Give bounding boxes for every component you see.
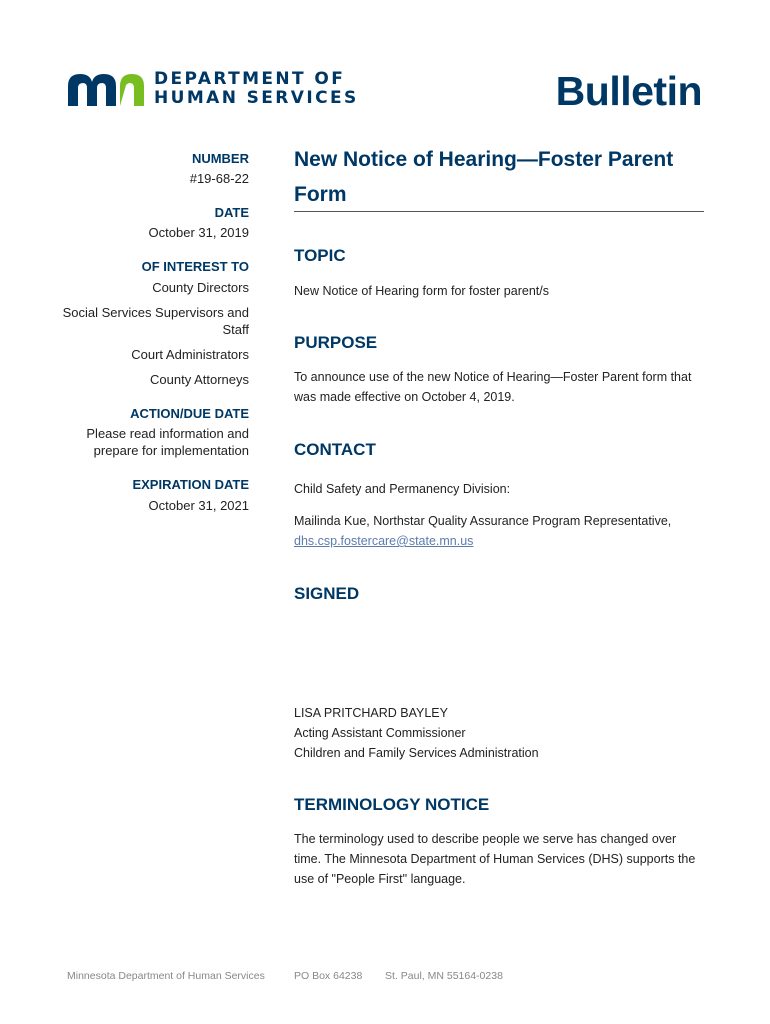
interest-label: OF INTEREST TO [141, 259, 249, 274]
interest-item: County Directors [152, 280, 249, 295]
expiration-date: October 31, 2021 [148, 498, 249, 513]
bulletin-number: #19-68-22 [189, 171, 249, 186]
signer-title: Acting Assistant Commissioner [294, 726, 466, 740]
topic-text: New Notice of Hearing form for foster parent/s [294, 284, 549, 298]
interest-item: Social Services Supervisors and Staff [62, 305, 249, 337]
signed-heading: SIGNED [294, 584, 360, 603]
footer-city: St. Paul, MN 55164-0238 [385, 970, 503, 982]
title-divider [294, 211, 704, 212]
number-label: NUMBER [191, 151, 249, 166]
contact-heading: CONTACT [294, 440, 376, 459]
footer-org: Minnesota Department of Human Services [67, 970, 265, 982]
mn-logo-icon [66, 72, 146, 106]
page-title: New Notice of Hearing—Foster Parent Form [294, 148, 674, 206]
contact-email-link[interactable]: dhs.csp.fostercare@state.mn.us [294, 534, 474, 548]
contact-person: Mailinda Kue, Northstar Quality Assurance Program Representative, [294, 514, 672, 528]
purpose-text: To announce use of the new Notice of Hearing—Foster Parent form that was made effective on October 4, 2019. [294, 370, 692, 404]
agency-name [154, 70, 359, 108]
expiration-label: EXPIRATION DATE [132, 477, 249, 492]
bulletin-date: October 31, 2019 [148, 225, 249, 240]
topic-heading: TOPIC [294, 246, 346, 265]
bulletin-heading: Bulletin [555, 68, 702, 114]
agency-line-2: HUMAN SERVICES [154, 88, 359, 108]
interest-item: County Attorneys [150, 372, 249, 387]
agency-line-1: DEPARTMENT OF [154, 69, 346, 89]
action-text: Please read information and prepare for implementation [86, 426, 249, 458]
terminology-text: The terminology used to describe people we serve has changed over time. The Minnesota Department of Human Services (DHS) supports the use of "People First" language. [294, 832, 696, 886]
purpose-heading: PURPOSE [294, 333, 378, 352]
action-label: ACTION/DUE DATE [130, 406, 249, 421]
date-label: DATE [214, 205, 249, 220]
terminology-heading: TERMINOLOGY NOTICE [294, 795, 490, 814]
signer-org: Children and Family Services Administration [294, 746, 539, 760]
dhs-logo [66, 69, 359, 110]
contact-division: Child Safety and Permanency Division: [294, 482, 511, 496]
footer-po-box: PO Box 64238 [294, 970, 363, 982]
signer-name: LISA PRITCHARD BAYLEY [294, 706, 448, 720]
contact-email-row [294, 531, 706, 551]
interest-item: Court Administrators [131, 347, 249, 362]
